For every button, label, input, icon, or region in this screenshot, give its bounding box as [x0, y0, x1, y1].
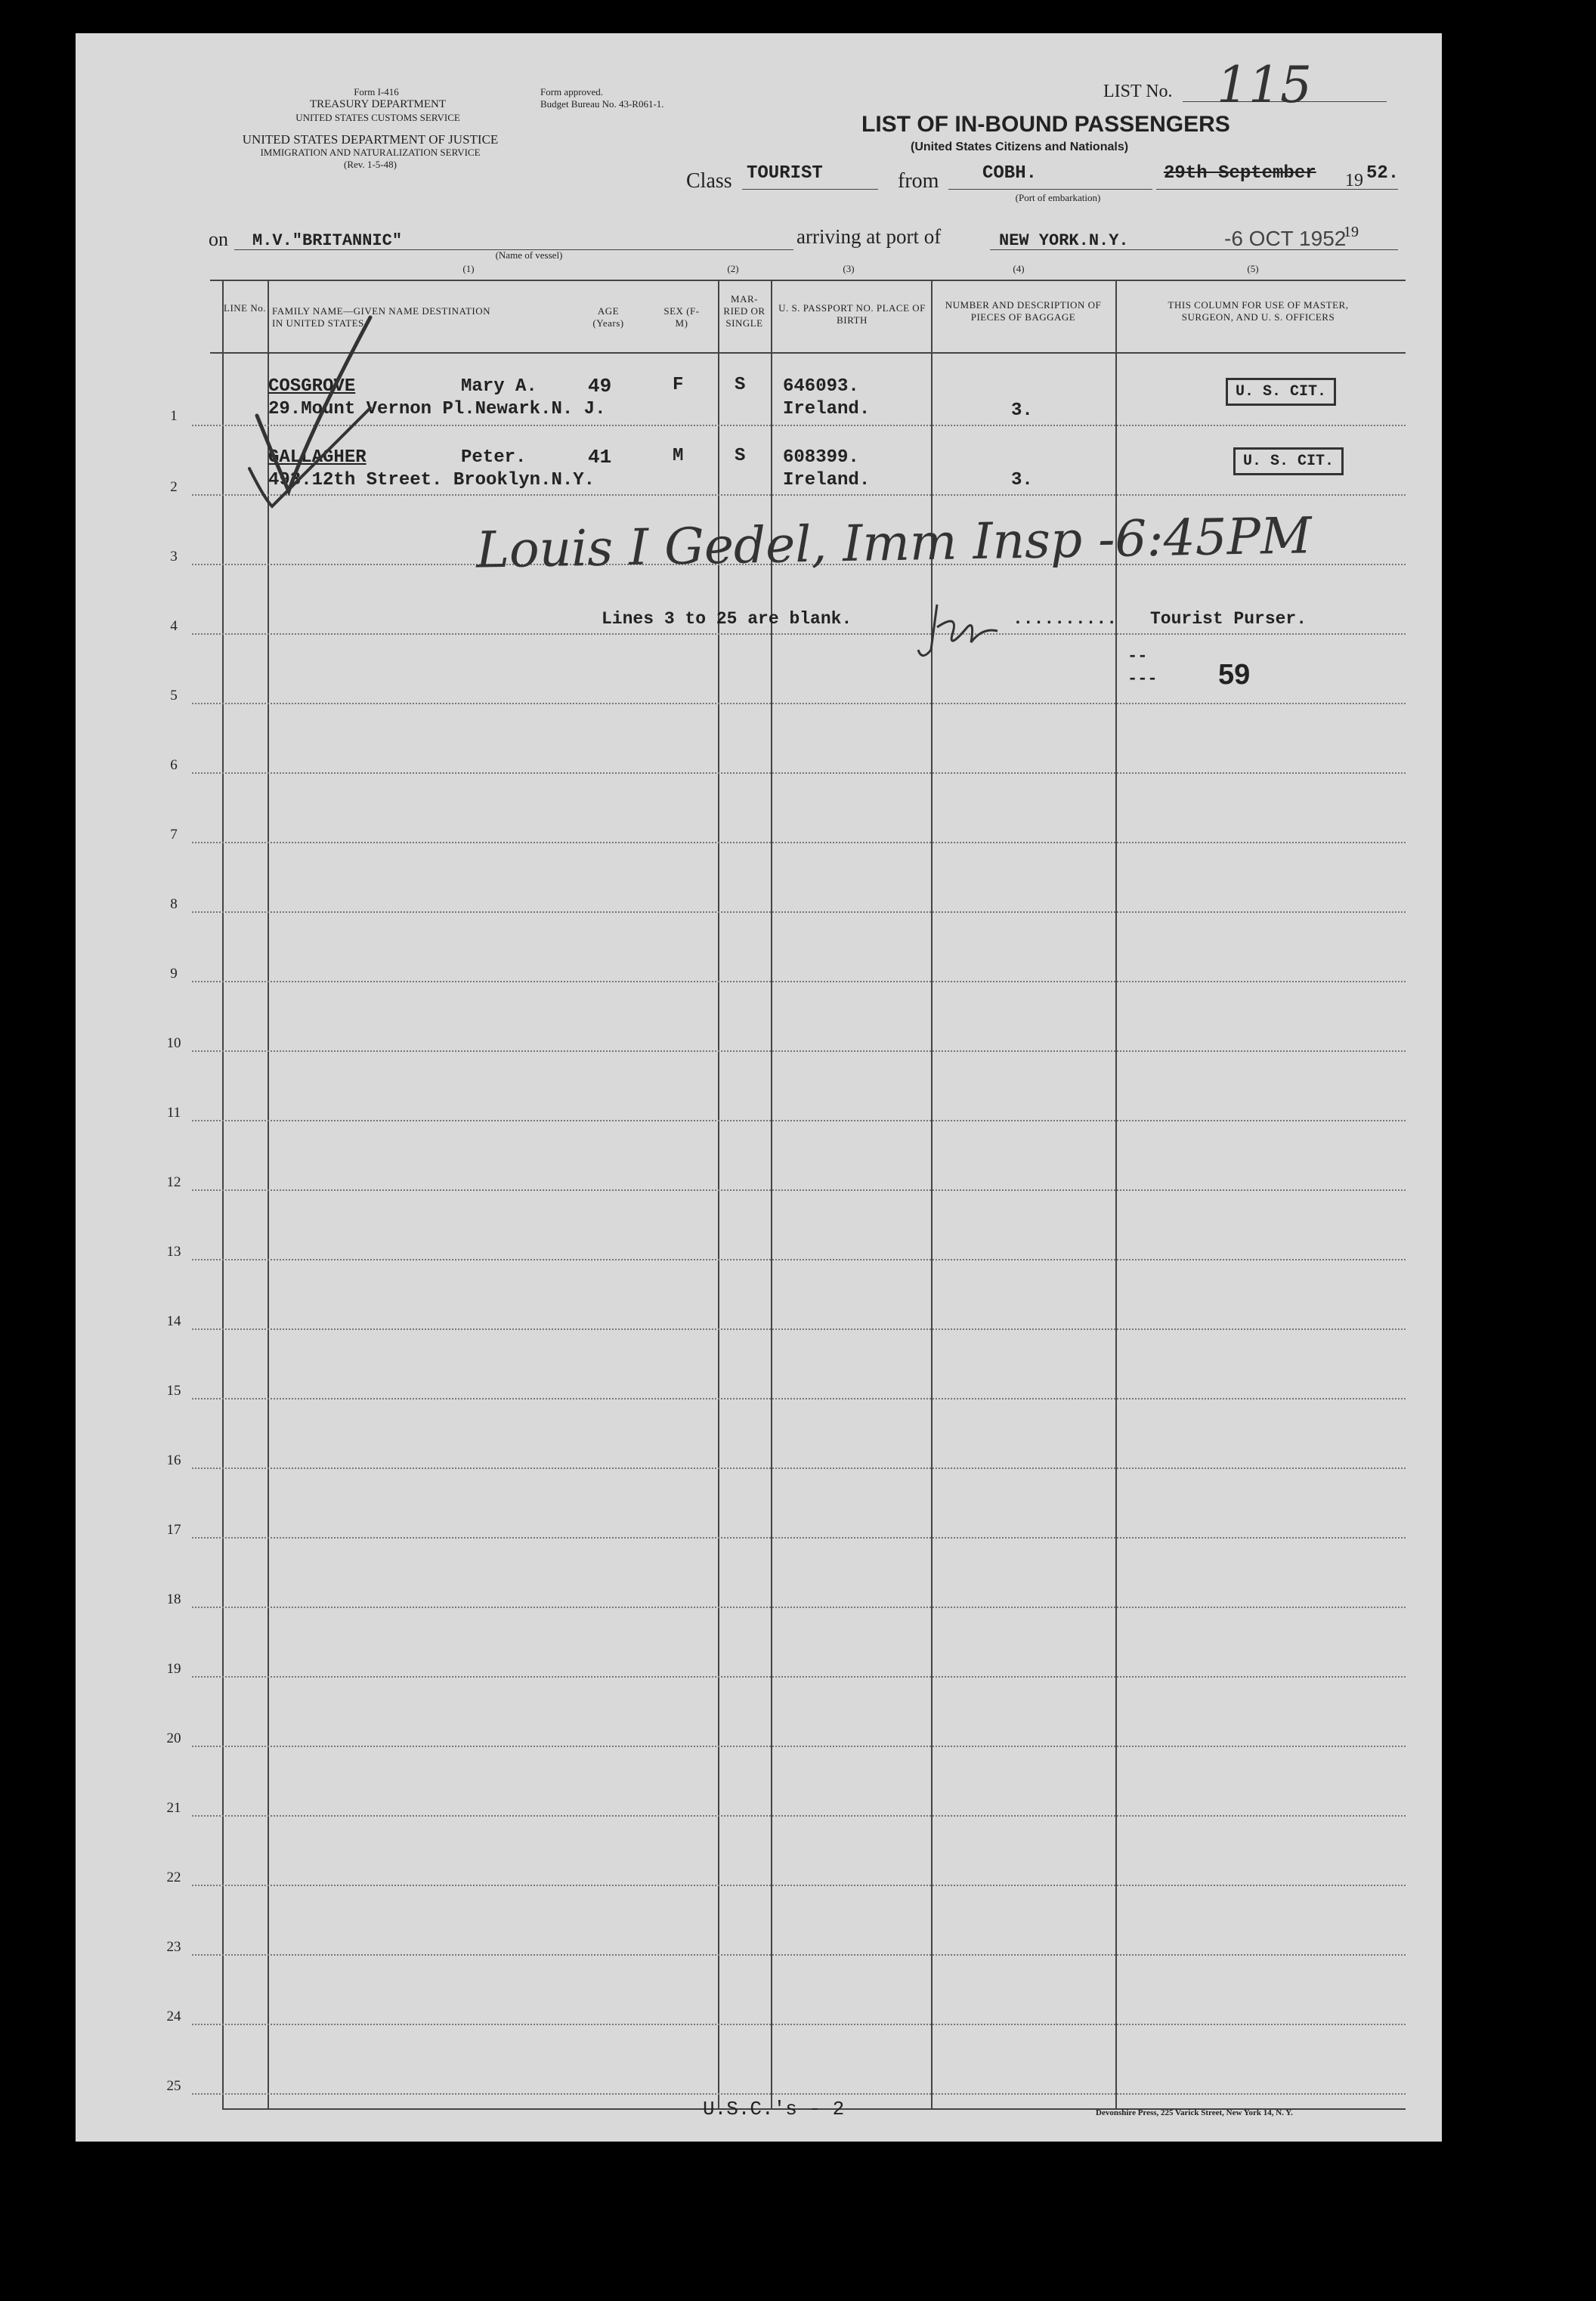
passenger-1-passport: 646093. [783, 376, 859, 397]
purser-title: Tourist Purser. [1150, 609, 1307, 629]
ins-service: IMMIGRATION AND NATURALIZATION SERVICE [260, 147, 481, 158]
col-header-passport: U. S. PASSPORT NO. PLACE OF BIRTH [778, 302, 926, 326]
line-number: 8 [170, 896, 178, 912]
treasury-department: TREASURY DEPARTMENT [309, 98, 447, 110]
customs-service: UNITED STATES CUSTOMS SERVICE [295, 112, 460, 123]
revision: (Rev. 1-5-48) [344, 159, 397, 170]
year-value: 52. [1366, 163, 1400, 184]
line-number: 4 [170, 618, 178, 634]
col-header-married: MAR-RIED OR SINGLE [723, 293, 766, 329]
line-number: 15 [166, 1383, 181, 1399]
line-number: 11 [166, 1105, 181, 1121]
row-rule [192, 842, 1406, 843]
row-rule [192, 1189, 1406, 1191]
col-header-name: FAMILY NAME—GIVEN NAME DESTINATION IN UNITED STATES [272, 305, 491, 329]
line-number: 18 [166, 1591, 181, 1607]
passenger-1-sex: F [673, 375, 684, 395]
row-rule [192, 981, 1406, 982]
passenger-count: 59 [1218, 659, 1251, 691]
table-left-border [222, 280, 224, 2108]
passenger-1-birthplace: Ireland. [783, 399, 871, 419]
port-caption: (Port of embarkation) [1015, 192, 1101, 203]
col-header-sex: SEX (F-M) [663, 305, 700, 329]
date-struck: 29th September [1164, 163, 1316, 184]
count-dashes-2: --- [1127, 670, 1158, 688]
line-number: 3 [170, 549, 178, 564]
class-label: Class [686, 169, 732, 193]
page-subtitle: (United States Citizens and Nationals) [911, 141, 1129, 153]
line-number: 19 [166, 1661, 181, 1677]
passenger-2-destination: 493.12th Street. Brooklyn.N.Y. [268, 470, 595, 490]
passenger-1-given-name: Mary A. [461, 376, 537, 397]
from-label: from [898, 169, 939, 193]
passenger-2-family-name: GALLAGHER [268, 447, 367, 468]
from-value: COBH. [982, 163, 1038, 184]
passenger-2-married: S [735, 446, 746, 466]
row-rule [192, 703, 1406, 704]
col-number-1: (1) [462, 263, 475, 274]
row-rule [192, 772, 1406, 774]
line-number: 13 [166, 1244, 181, 1260]
uscs-count: U.S.C.'s - 2 [703, 2098, 845, 2120]
col-number-3: (3) [843, 263, 855, 274]
from-underline [948, 189, 1152, 190]
line-number: 20 [166, 1730, 181, 1746]
row-rule [192, 1746, 1406, 1747]
inspector-signature: Louis I Gedel, Imm Insp -6:45PM [475, 506, 1313, 580]
col-divider-line [268, 280, 269, 2108]
line-number: 10 [166, 1035, 181, 1051]
passenger-2-birthplace: Ireland. [783, 470, 871, 490]
purser-signature-icon [914, 597, 1005, 665]
list-no-value: 115 [1217, 56, 1312, 114]
purser-dots: .......... [1013, 609, 1118, 629]
row-rule [192, 2024, 1406, 2025]
passenger-2-sex: M [673, 446, 684, 466]
line-number: 12 [166, 1174, 181, 1190]
line-number: 21 [166, 1800, 181, 1816]
table-top-border [210, 280, 1406, 281]
budget-bureau: Budget Bureau No. 43-R061-1. [540, 98, 664, 110]
passenger-1-age: 49 [588, 375, 612, 397]
line-number: 5 [170, 688, 178, 704]
row-rule [192, 1954, 1406, 1956]
line-number: 25 [166, 2078, 181, 2094]
passenger-1-baggage: 3. [1011, 401, 1033, 421]
printer-imprint: Devonshire Press, 225 Varick Street, New York 14, N. Y. [1096, 2108, 1293, 2117]
form-number: Form I-416 [354, 86, 399, 97]
arriving-label: arriving at port of [796, 225, 942, 248]
col-number-4: (4) [1013, 263, 1025, 274]
row-rule [192, 1328, 1406, 1330]
passenger-1-destination: 29.Mount Vernon Pl.Newark.N. J. [268, 399, 606, 419]
row-rule [192, 1676, 1406, 1678]
col-number-2: (2) [727, 263, 739, 274]
passenger-2-baggage: 3. [1011, 470, 1033, 490]
row-rule [192, 1120, 1406, 1121]
col-header-line-no: LINE No. [224, 302, 266, 314]
passenger-1-married: S [735, 375, 746, 395]
arrival-date-stamp: -6 OCT 1952 [1224, 227, 1347, 250]
check-mark-icon [242, 302, 378, 514]
row-rule [192, 1607, 1406, 1608]
row-rule [192, 1885, 1406, 1886]
passenger-2-age: 41 [588, 446, 612, 469]
year-19: 19 [1345, 171, 1363, 190]
passenger-2-citizen-stamp: U. S. CIT. [1233, 447, 1344, 475]
line-number: 22 [166, 1870, 181, 1885]
row-rule [192, 2093, 1406, 2095]
line-number: 9 [170, 966, 178, 982]
department-of-justice: UNITED STATES DEPARTMENT OF JUSTICE [242, 132, 499, 147]
on-label: on [209, 228, 228, 250]
row-rule [192, 633, 1406, 635]
form-approved: Form approved. [540, 86, 604, 97]
line-number: 6 [170, 757, 178, 773]
class-underline [742, 189, 878, 190]
line-number: 1 [170, 408, 178, 424]
line-number: 17 [166, 1522, 181, 1538]
vessel-name: M.V."BRITANNIC" [252, 231, 403, 250]
blank-lines-note: Lines 3 to 25 are blank. [602, 609, 852, 629]
row-rule [192, 1815, 1406, 1817]
line-number: 16 [166, 1452, 181, 1468]
col-header-baggage: NUMBER AND DESCRIPTION OF PIECES OF BAGGAGE [945, 299, 1102, 323]
col-header-age: AGE (Years) [592, 305, 624, 329]
passenger-2-passport: 608399. [783, 447, 859, 468]
row-rule [192, 1468, 1406, 1469]
passenger-1-citizen-stamp: U. S. CIT. [1226, 378, 1336, 406]
vessel-caption: (Name of vessel) [495, 249, 563, 261]
row-rule [192, 1398, 1406, 1399]
class-value: TOURIST [747, 163, 823, 184]
count-dashes-1: -- [1127, 647, 1148, 666]
passenger-2-given-name: Peter. [461, 447, 527, 468]
list-no-label: LIST No. [1103, 82, 1173, 101]
row-rule [192, 911, 1406, 913]
col-number-5: (5) [1247, 263, 1259, 274]
table-header-bottom [210, 352, 1406, 354]
line-number: 23 [166, 1939, 181, 1955]
arrival-port: NEW YORK.N.Y. [999, 231, 1129, 250]
row-rule [192, 1259, 1406, 1260]
line-number: 14 [166, 1313, 181, 1329]
row-rule [192, 1050, 1406, 1052]
row-rule [192, 1537, 1406, 1539]
line-number: 7 [170, 827, 178, 843]
arrival-19: 19 [1344, 224, 1359, 240]
page-title: LIST OF IN-BOUND PASSENGERS [861, 112, 1230, 137]
line-number: 2 [170, 479, 178, 495]
passenger-1-family-name: COSGROVE [268, 376, 356, 397]
col-header-officers: THIS COLUMN FOR USE OF MASTER, SURGEON, AND U. S. OFFICERS [1168, 299, 1349, 323]
line-number: 24 [166, 2009, 181, 2024]
